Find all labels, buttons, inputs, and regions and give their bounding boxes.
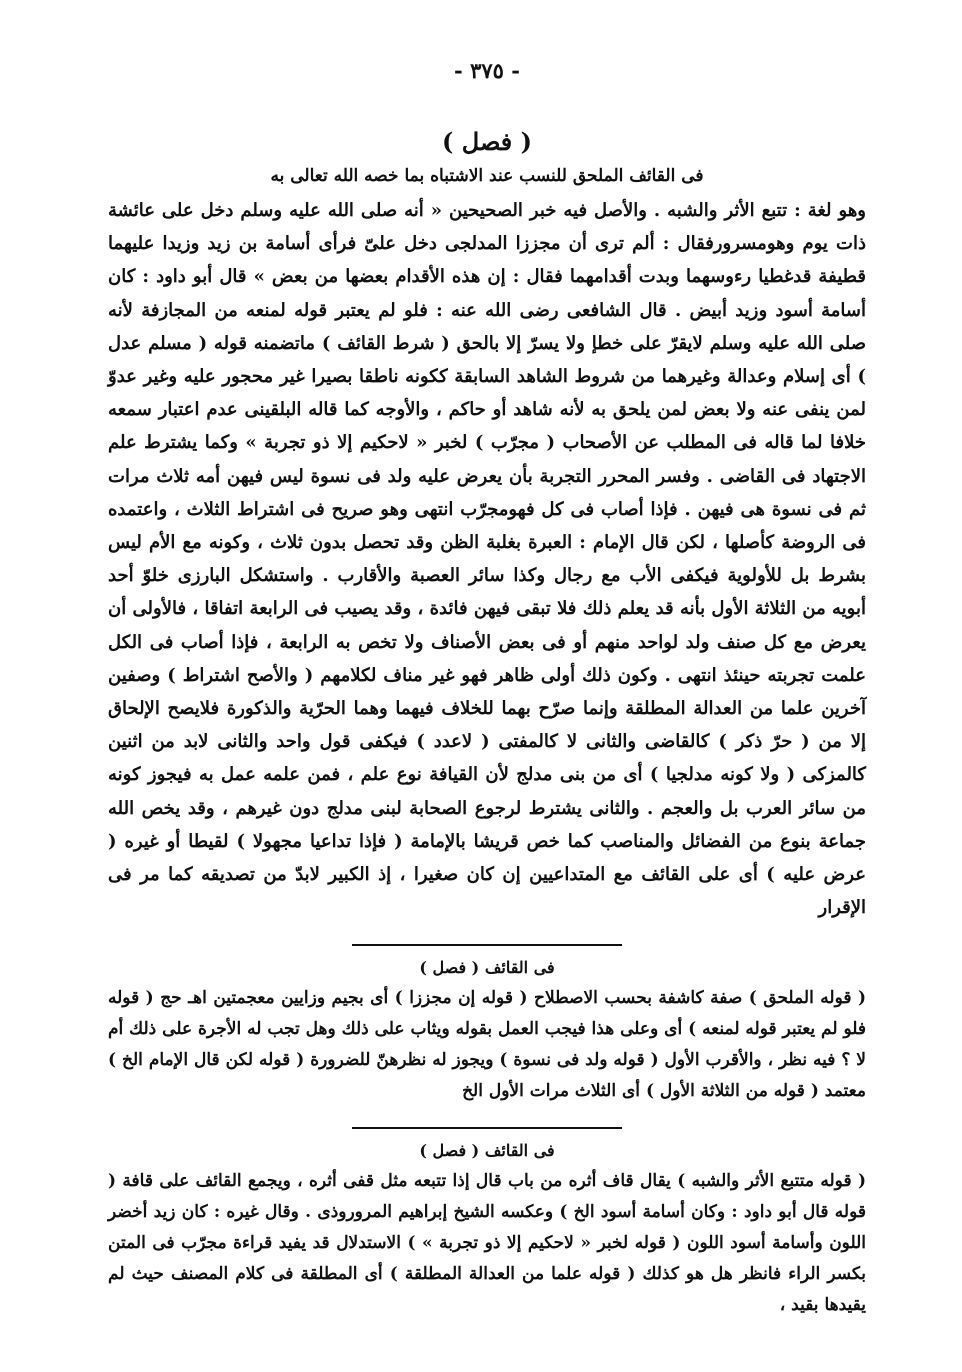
footnote-heading: ( فصل ) فى القائف (419, 958, 555, 978)
footnote-text: ( قوله متتبع الأثر والشبه ) يقال قاف أثره من باب قال إذا تتبعه مثل قفى أثره ، ويجمع القائف على قافة ( قوله قال أبو داود : وكان أسامة أسود الخ ) وعكسه الشيخ إبراهيم المروروذى . وقال غيره : كان زيد أخضر اللون وأسامة أسود اللون ( قوله لخبر « لاحكيم إلا ذو تجربة » ) الاستدلال قد يفيد قراءة مجرّب فى المتن بكسر الراء فانظر هل هو كذلك ( قوله علما من العدالة المطلقة ) أى المطلقة فى كلام المصنف حيث لم يقيدها بقيد ، (108, 1171, 866, 1316)
footnote-divider-wrap (108, 944, 866, 946)
footnote-block-2 (108, 1141, 866, 1321)
footnote-heading: ( فصل ) فى القائف (419, 1141, 555, 1161)
section-heading: ( فصل ) (442, 127, 532, 156)
section-subheading: فى القائف الملحق للنسب عند الاشتباه بما خصه الله تعالى به (270, 166, 704, 186)
footnote-text: ( قوله الملحق ) صفة كاشفة بحسب الاصطلاح ( قوله إن مجززا ) أى بجيم وزايين معجمتين اهـ حج ( قوله فلو لم يعتبر قوله لمنعه ) أى وعلى هذا فيجب العمل بقوله ويثاب على ذلك وهل تجب له الأجرة على ذلك أم لا ؟ فيه نظر ، والأقرب الأول ( قوله ولد فى نسوة ) ويجوز له نظرهنّ للضرورة ( قوله لكن قال الإمام الخ ) معتمد ( قوله من الثلاثة الأول ) أى الثلاث مرات الأول الخ (107, 988, 866, 1102)
footnote-divider-wrap (108, 1127, 866, 1129)
footnote-divider (352, 1127, 622, 1129)
footnote-block-1 (108, 958, 866, 1107)
main-body-text: وهو لغة : تتبع الأثر والشبه . والأصل فيه خبر الصحيحين « أنه صلى الله عليه وسلم دخل على عائشة ذات يوم وهومسرورفقال : ألم ترى أن مجززا المدلجى دخل علىّ فرأى أسامة بن زيد وزيدا عليهما قطيفة قدغطيا رءوسهما وبدت أقدامهما فقال : إن هذه الأقدام بعضها من بعض » قال أبو داود : كان أسامة أسود وزيد أبيض . قال الشافعى رضى الله عنه : فلو لم يعتبر قوله لمنعه من المجازفة لأنه صلى الله عليه وسلم لايقرّ على خطإ ولا يسرّ إلا بالحق ( شرط القائف ) ماتضمنه قوله ( مسلم عدل ) أى إسلام وعدالة وغيرهما من شروط الشاهد السابقة ككونه ناطقا بصيرا غير محجور عليه وغير عدوّ لمن ينفى عنه ولا بعض لمن يلحق به لأنه شاهد أو حاكم ، والأوجه كما قاله البلقينى عدم اعتبار سمعه خلافا لما قاله فى المطلب عن الأصحاب ( مجرّب ) لخبر « لاحكيم إلا ذو تجربة » وكما يشترط علم الاجتهاد فى القاضى . وفسر المحرر التجربة بأن يعرض عليه ولد فى نسوة ليس فيهن أمه ثلاث مرات ثم فى نسوة هى فيهن . فإذا أصاب فى كل فهومجرّب انتهى وهو صريح فى اشتراط الثلاث ، واعتمده فى الروضة كأصلها ، لكن قال الإمام : العبرة بغلبة الظن وقد تحصل بدون ثلاث ، وكونه مع الأم ليس بشرط بل للأولوية فيكفى الأب مع رجال وكذا سائر العصبة والأقارب . واستشكل البارزى خلوّ أحد أبويه من الثلاثة الأول بأنه قد يعلم ذلك فلا تبقى فيهن فائدة ، وقد يصيب فى الرابعة اتفاقا ، فالأولى أن يعرض مع كل صنف ولد لواحد منهم أو فى بعض الأصناف ولا تخص به الرابعة ، فإذا أصاب فى الكل علمت تجربته حينئذ انتهى . وكون ذلك أولى ظاهر فهو غير مناف لكلامهم ( والأصح اشتراط ) وصفين آخرين علما من العدالة المطلقة وإنما صرّح بهما للخلاف فيهما وهما الحرّية والذكورة فلايصح الإلحاق إلا من ( حرّ ذكر ) كالقاضى والثانى لا كالمفتى ( لاعدد ) فيكفى قول واحد والثانى لابد من اثنين كالمزكى ( ولا كونه مدلجيا ) أى من بنى مدلج لأن القيافة نوع علم ، فمن علمه عمل به فيجوز كونه من سائر العرب بل والعجم . والثانى يشترط لرجوع الصحابة لبنى مدلج دون غيرهم ، وقد يخص الله جماعة بنوع من الفضائل والمناصب كما خص قريشا بالإمامة ( فإذا تداعيا مجهولا ) لقيطا أو غيره ( عرض عليه ) أى على القائف مع المتداعيين إن كان صغيرا ، إذ الكبير لابدّ من تصديقه كما مر فى الإقرار (108, 200, 867, 919)
main-section (108, 127, 866, 924)
page-number: - ٣٧٥ - (454, 58, 520, 83)
footnote-divider (352, 944, 622, 946)
